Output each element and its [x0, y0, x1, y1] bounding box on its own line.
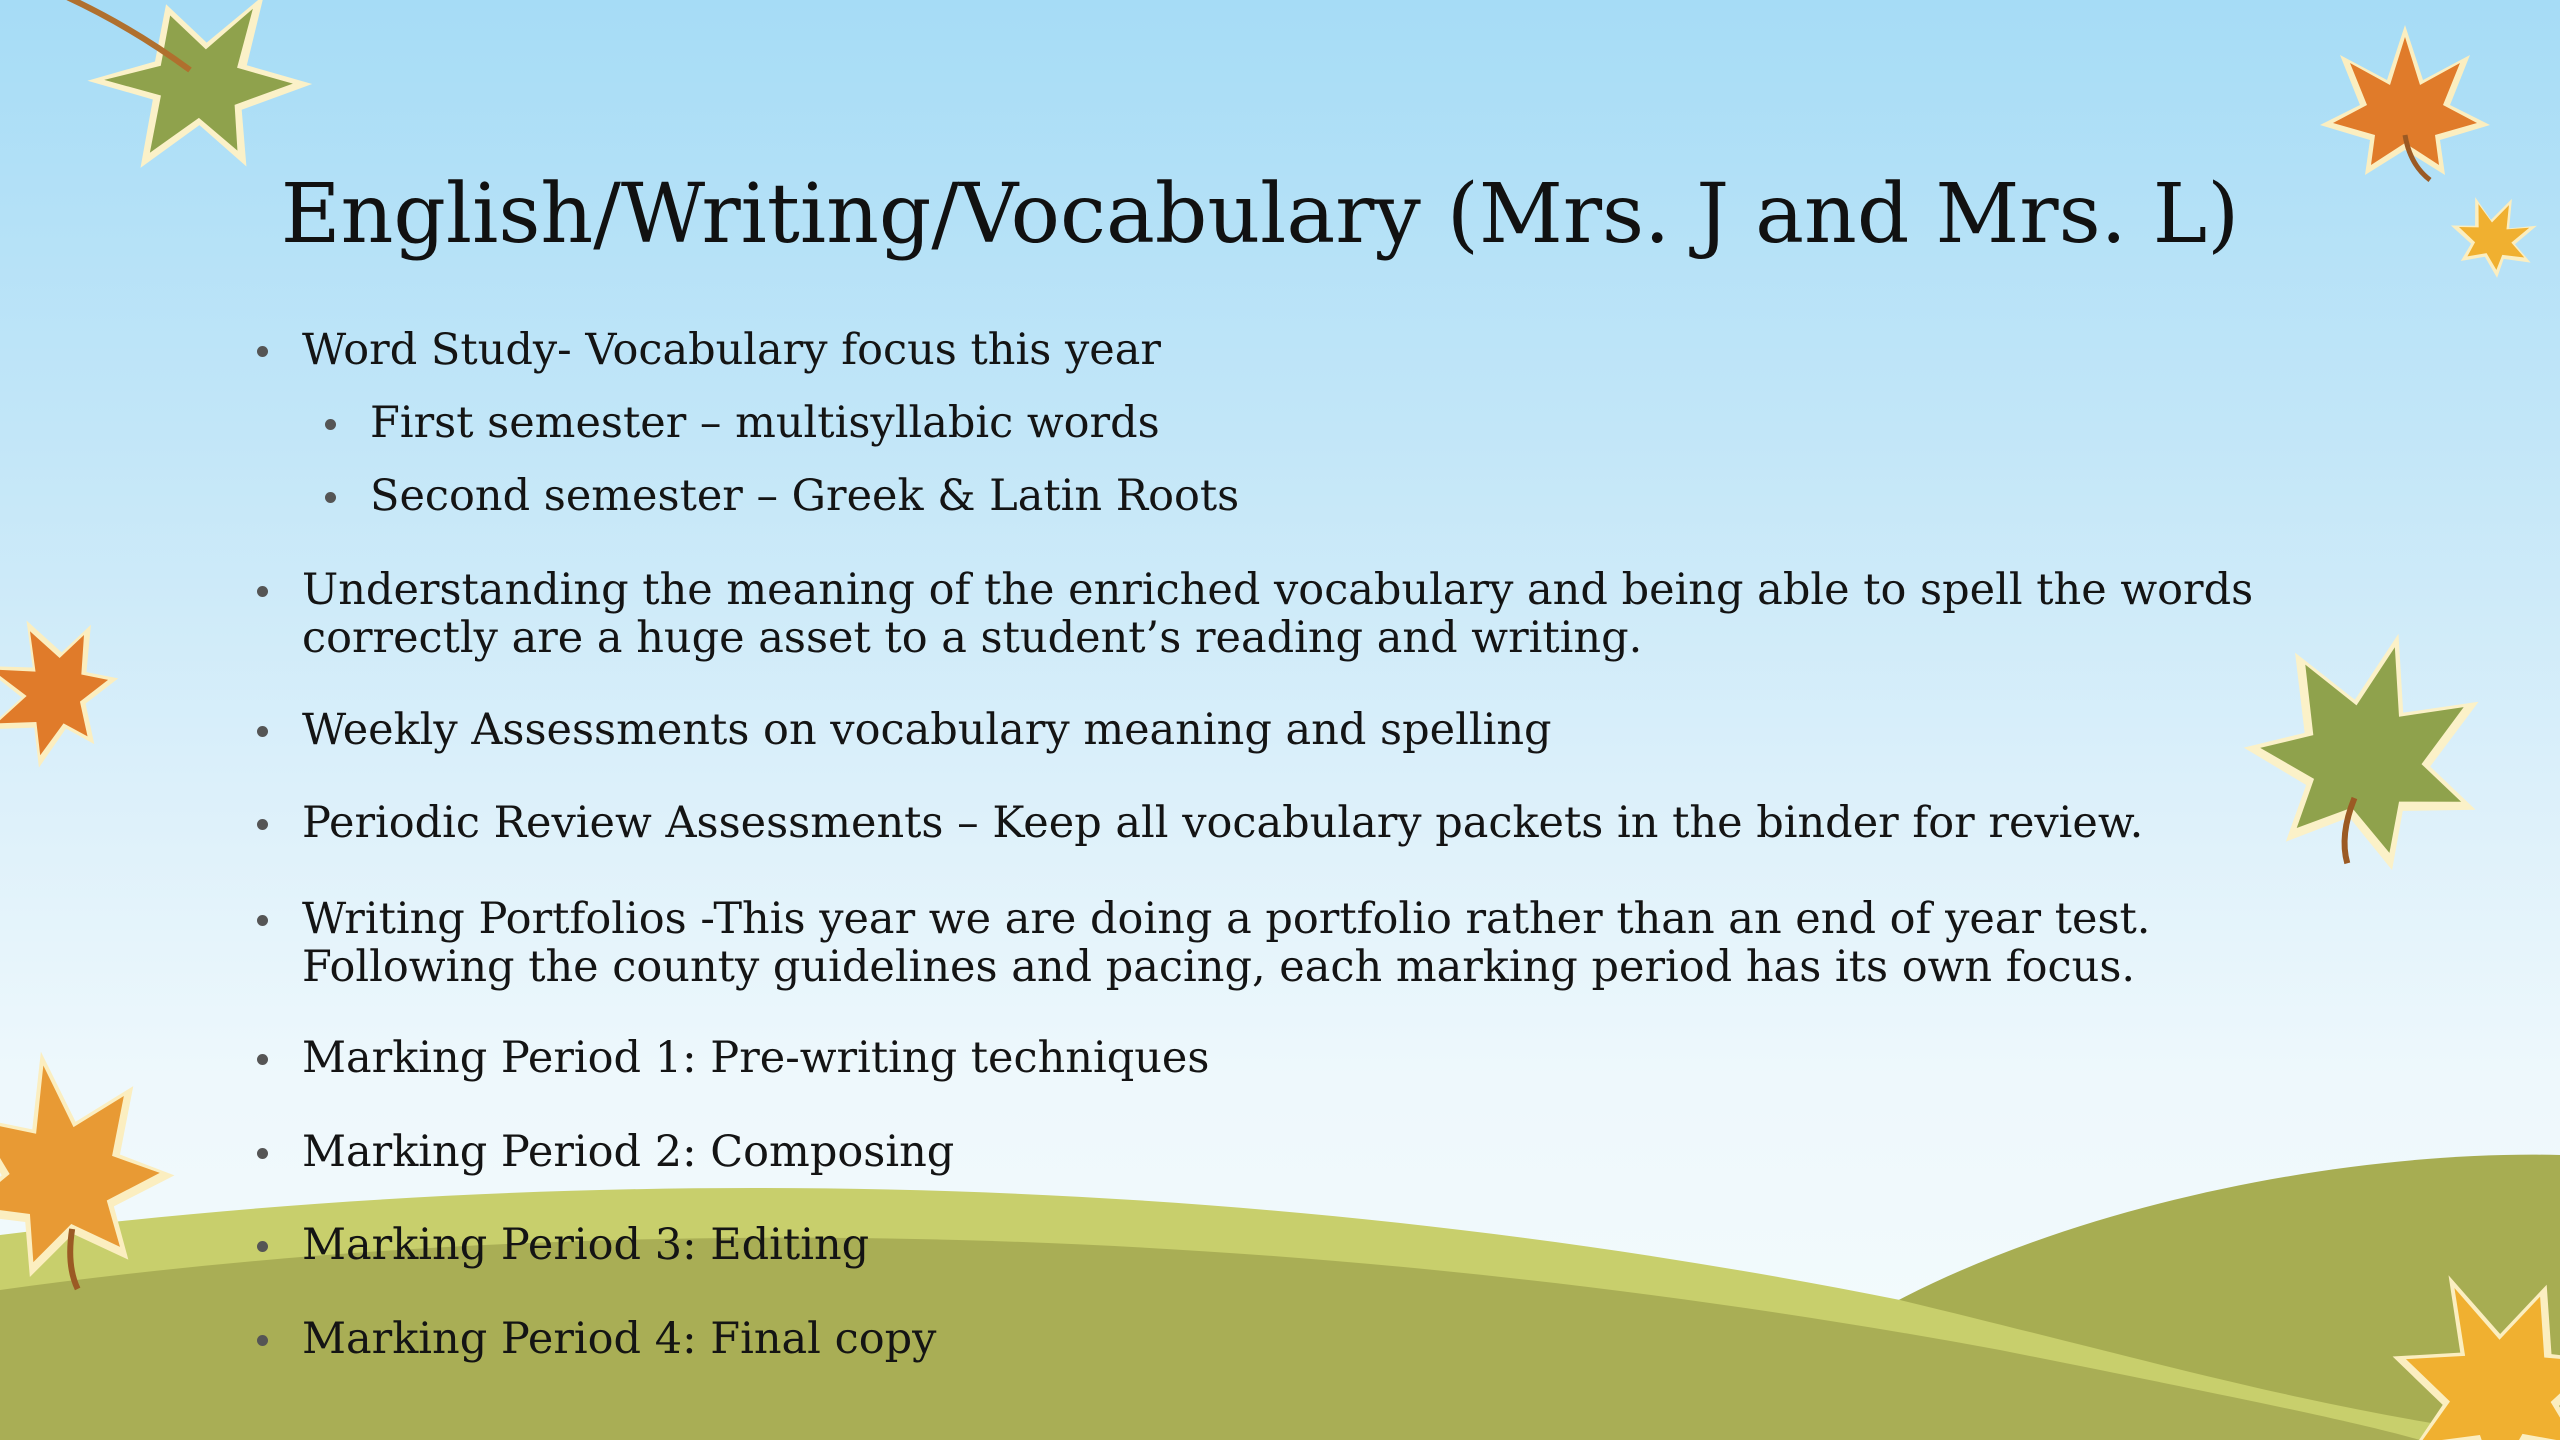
maple-leaf-icon: [2320, 25, 2490, 180]
slide-title: English/Writing/Vocabulary (Mrs. J and Mrs. L): [280, 167, 2240, 262]
bullet-dot: [257, 586, 268, 597]
bullet-dot: [257, 1241, 268, 1252]
list-item-text: Word Study- Vocabulary focus this year: [302, 325, 1161, 375]
bullet-dot: [325, 419, 336, 430]
bullet-dot: [257, 346, 268, 357]
list-item: [302, 1128, 2282, 1176]
list-item: [302, 566, 2282, 662]
list-item-text: First semester – multisyllabic words: [370, 398, 1160, 448]
bullet-dot: [257, 1148, 268, 1159]
list-item-text: Periodic Review Assessments – Keep all vocabulary packets in the binder for review.: [302, 798, 2144, 848]
list-item: [302, 1315, 2282, 1363]
list-item: [302, 1034, 2282, 1082]
bullet-dot: [257, 915, 268, 926]
list-item: [302, 706, 2282, 754]
list-item: [370, 472, 2270, 520]
list-item-text: Marking Period 1: Pre-writing techniques: [302, 1033, 1210, 1083]
list-item: [370, 399, 2270, 447]
list-item: [302, 895, 2282, 991]
bullet-dot: [257, 1335, 268, 1346]
list-item: [302, 799, 2282, 847]
list-item-text: Understanding the meaning of the enriched vocabulary and being able to spell the words correctly are a huge asset to a student’s reading and writing.: [302, 565, 2254, 663]
list-item-text: Marking Period 4: Final copy: [302, 1314, 937, 1364]
bullet-dot: [257, 726, 268, 737]
maple-leaf-icon: [0, 595, 132, 783]
list-item-text: Second semester – Greek & Latin Roots: [370, 471, 1240, 521]
list-item-text: Weekly Assessments on vocabulary meaning and spelling: [302, 705, 1552, 755]
list-item-text: Marking Period 2: Composing: [302, 1127, 955, 1177]
list-item-text: Writing Portfolios -This year we are doing a portfolio rather than an end of year test. Following the county guidelines and pacing, each marking period has its own focus.: [302, 894, 2151, 992]
bullet-dot: [257, 1054, 268, 1065]
bullet-dot: [257, 819, 268, 830]
bullet-dot: [325, 492, 336, 503]
list-item: [302, 326, 2282, 374]
list-item-text: Marking Period 3: Editing: [302, 1220, 870, 1270]
list-item: [302, 1221, 2282, 1269]
